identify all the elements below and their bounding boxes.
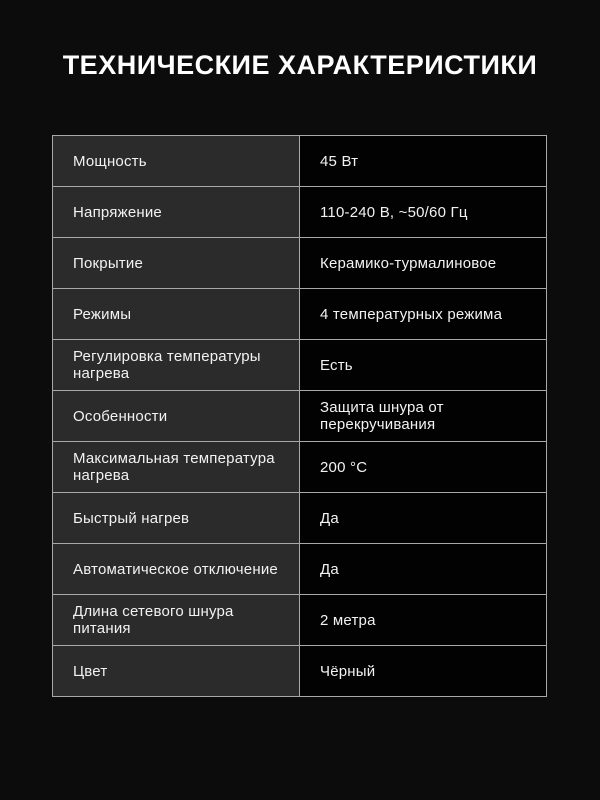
spec-value: 45 Вт bbox=[300, 136, 547, 187]
table-row bbox=[53, 442, 547, 493]
spec-label: Покрытие bbox=[53, 238, 300, 289]
spec-value: 110-240 В, ~50/60 Гц bbox=[300, 187, 547, 238]
spec-value: Керамико-турмалиновое bbox=[300, 238, 547, 289]
table-row bbox=[53, 187, 547, 238]
table-row bbox=[53, 289, 547, 340]
spec-value: Есть bbox=[300, 340, 547, 391]
table-row bbox=[53, 136, 547, 187]
table-row bbox=[53, 493, 547, 544]
spec-label: Напряжение bbox=[53, 187, 300, 238]
spec-label: Быстрый нагрев bbox=[53, 493, 300, 544]
spec-value: 4 температурных режима bbox=[300, 289, 547, 340]
table-row bbox=[53, 646, 547, 697]
spec-label: Автоматическое отключение bbox=[53, 544, 300, 595]
spec-value: Да bbox=[300, 544, 547, 595]
spec-label: Мощность bbox=[53, 136, 300, 187]
spec-value: 2 метра bbox=[300, 595, 547, 646]
table-row bbox=[53, 544, 547, 595]
spec-label: Длина сетевого шнура питания bbox=[53, 595, 300, 646]
table-row bbox=[53, 391, 547, 442]
spec-label: Регулировка температуры нагрева bbox=[53, 340, 300, 391]
table-row bbox=[53, 340, 547, 391]
spec-table bbox=[52, 135, 547, 697]
page-title: ТЕХНИЧЕСКИЕ ХАРАКТЕРИСТИКИ bbox=[62, 50, 538, 80]
spec-label: Максимальная температура нагрева bbox=[53, 442, 300, 493]
table-row bbox=[53, 238, 547, 289]
spec-value: Защита шнура от перекручивания bbox=[300, 391, 547, 442]
table-row bbox=[53, 595, 547, 646]
spec-label: Особенности bbox=[53, 391, 300, 442]
spec-label: Режимы bbox=[53, 289, 300, 340]
spec-value: Чёрный bbox=[300, 646, 547, 697]
spec-label: Цвет bbox=[53, 646, 300, 697]
spec-value: 200 °C bbox=[300, 442, 547, 493]
spec-value: Да bbox=[300, 493, 547, 544]
